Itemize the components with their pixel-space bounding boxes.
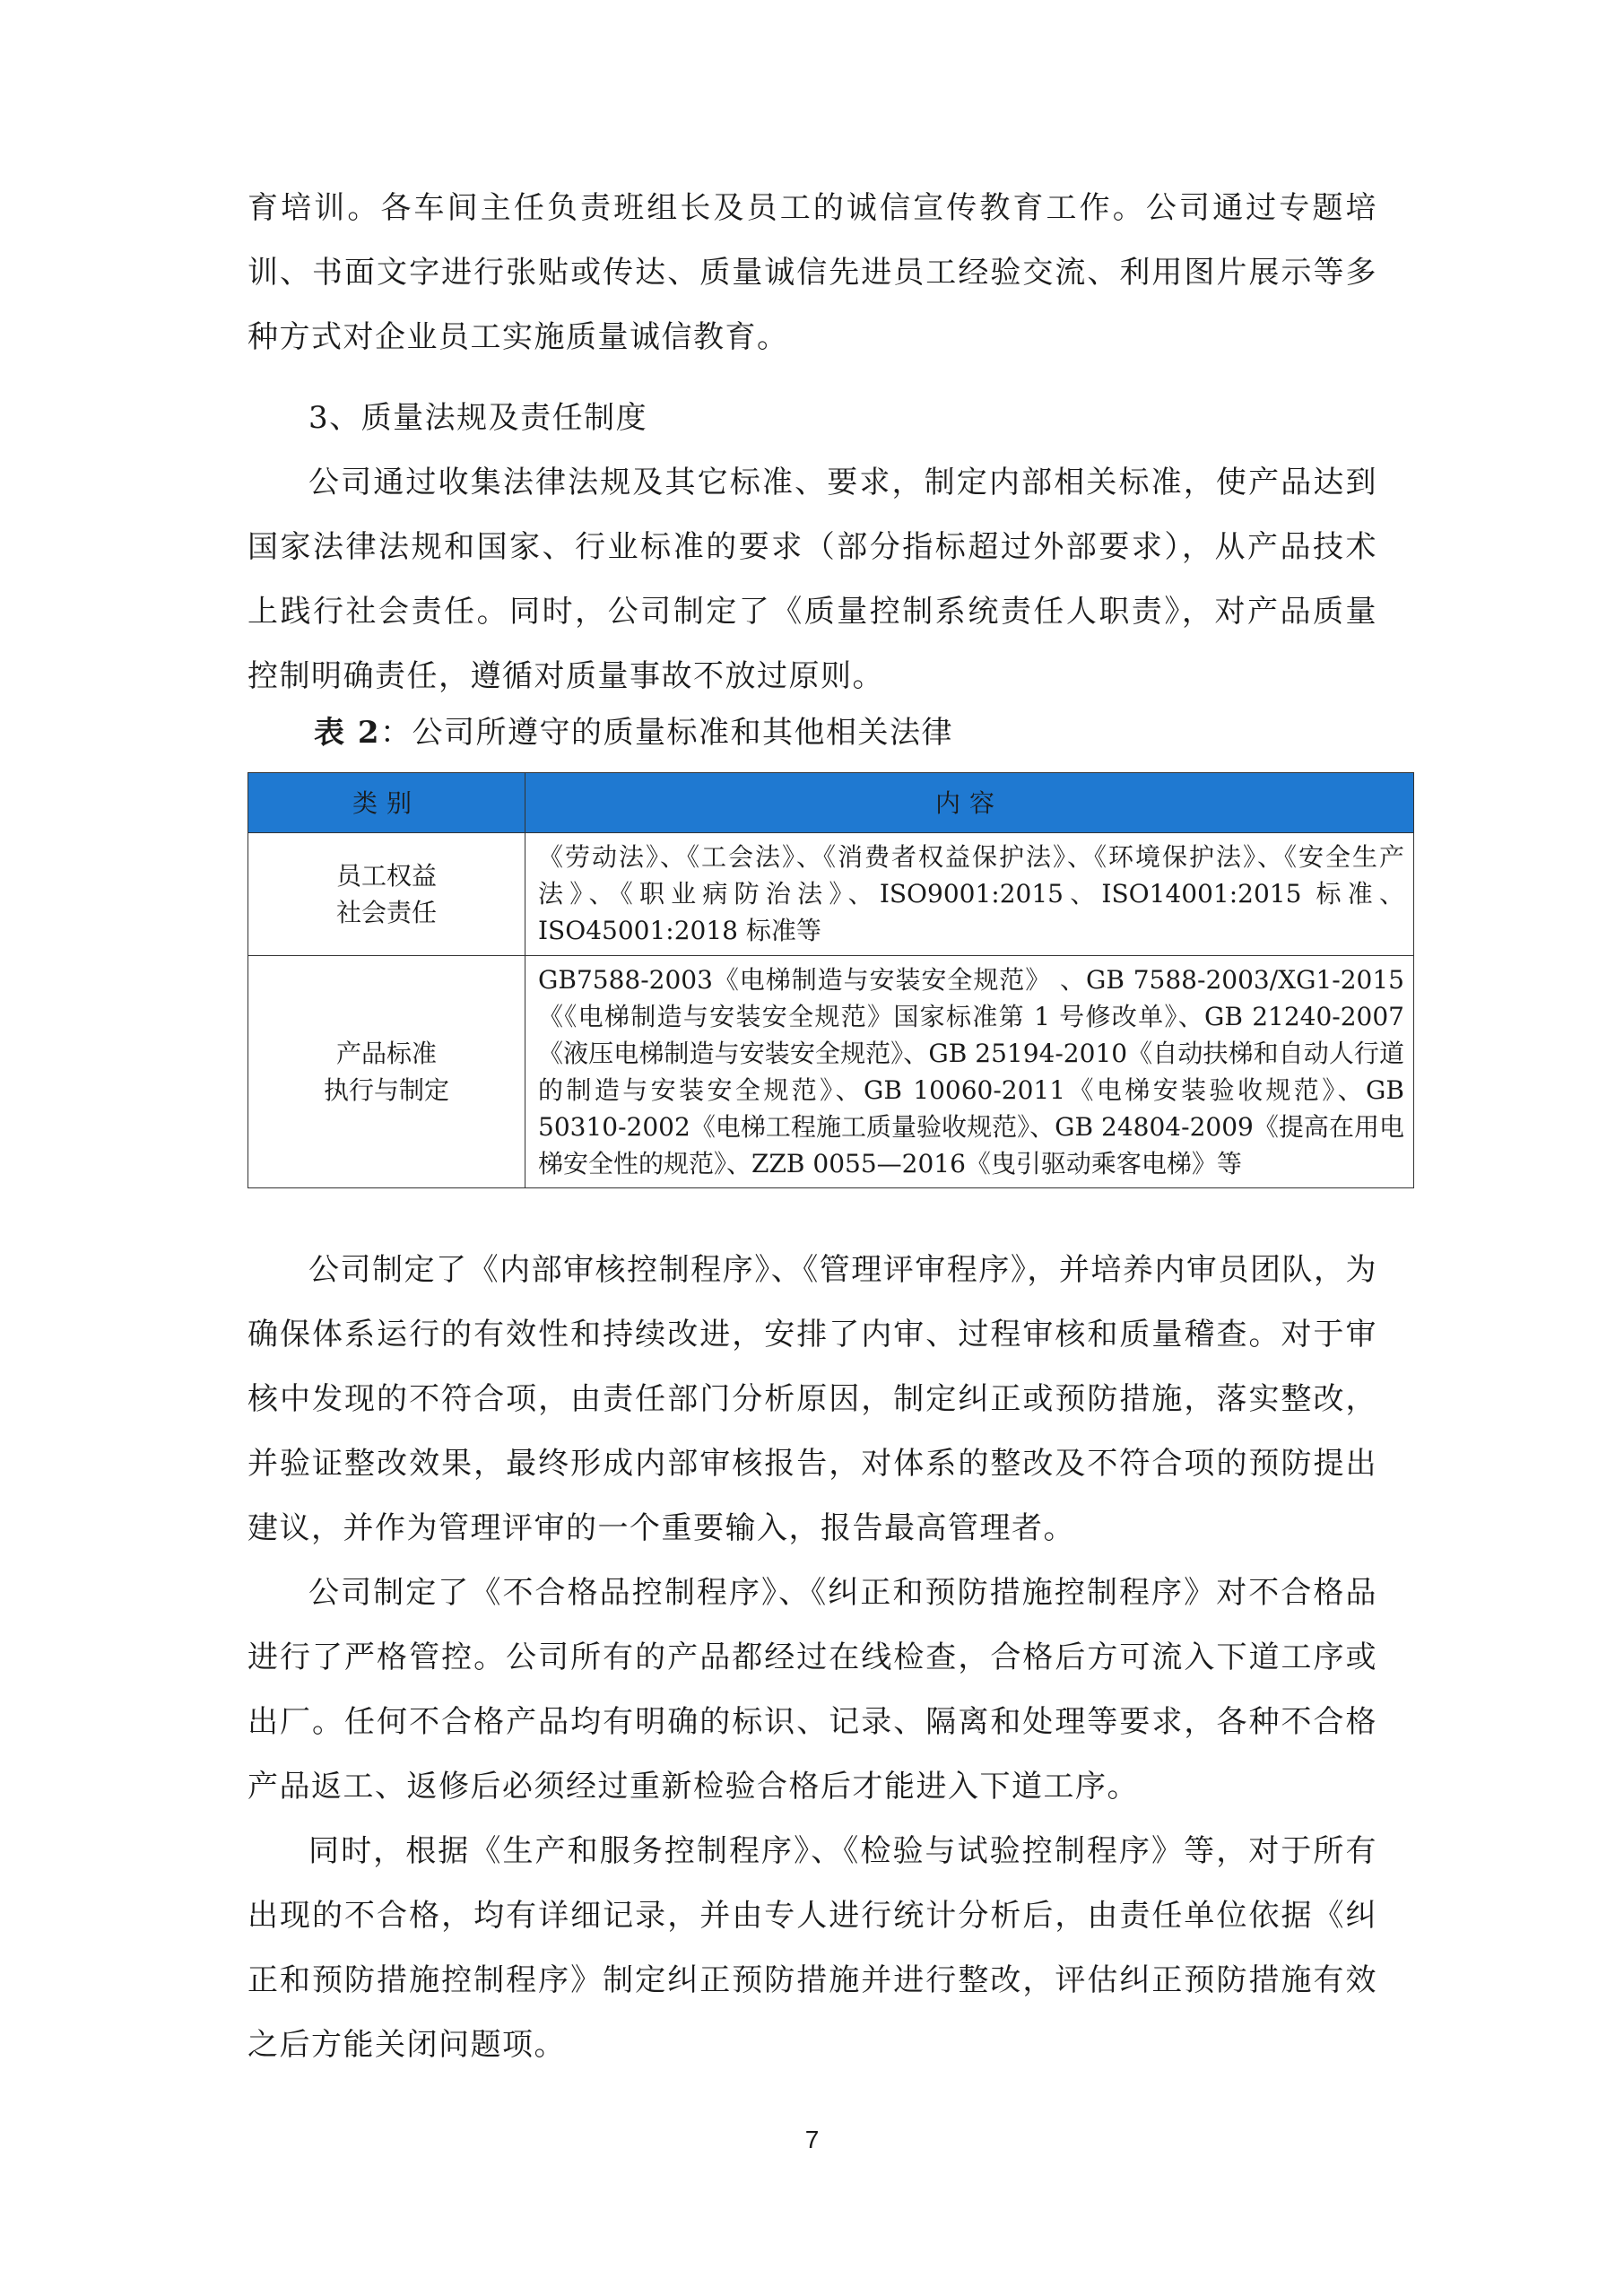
bottom-paragraphs-block <box>248 1238 1377 2077</box>
table-caption-label: 表 2 <box>314 715 380 751</box>
table-caption <box>314 709 953 757</box>
law-paragraph: 公司通过收集法律法规及其它标准、要求，制定内部相关标准，使产品达到国家法律法规和国家、行业标准的要求（部分指标超过外部要求），从产品技术上践行社会责任。同时，公司制定了《质量控制系统责任人职责》，对产品质量控制明确责任，遵循对质量事故不放过原则。 <box>248 465 1377 694</box>
nonconforming-paragraph: 公司制定了《不合格品控制程序》、《纠正和预防措施控制程序》对不合格品进行了严格管控。公司所有的产品都经过在线检查，合格后方可流入下道工序或出厂。任何不合格产品均有明确的标识、记录、隔离和处理等要求，各种不合格产品返工、返修后必须经过重新检验合格后才能进入下道工序。 <box>248 1575 1377 1805</box>
content-cell: 《劳动法》、《工会法》、《消费者权益保护法》、《环境保护法》、《安全生产法》、《职业病防治法》、ISO9001:2015、ISO14001:2015 标准、ISO45001:2018 标准等 <box>525 833 1414 956</box>
category-line: 社会责任 <box>335 898 437 927</box>
header-content: 内容 <box>525 773 1414 833</box>
content-cell: GB7588-2003《电梯制造与安装安全规范》 、GB 7588-2003/XG1-2015《《电梯制造与安装安全规范》国家标准第 1 号修改单》、GB 21240-2007《液压电梯制造与安装安全规范》、GB 25194-2010《自动扶梯和自动人行道的制造与安装安全规范》、GB 10060-2011《电梯安装验收规范》、GB 50310-2002《电梯工程施工质量验收规范》、GB 24804-2009《提高在用电梯安全性的规范》、ZZB 0055—2016《曳引驱动乘客电梯》等 <box>525 956 1414 1188</box>
standards-table <box>248 772 1414 1188</box>
category-line: 产品标准 <box>335 1039 437 1068</box>
table-header-row <box>248 773 1414 833</box>
table-row <box>248 956 1414 1188</box>
header-category: 类别 <box>248 773 525 833</box>
table-row <box>248 833 1414 956</box>
category-cell <box>248 833 525 956</box>
audit-paragraph: 公司制定了《内部审核控制程序》、《管理评审程序》，并培养内审员团队，为确保体系运行的有效性和持续改进，安排了内审、过程审核和质量稽查。对于审核中发现的不符合项，由责任部门分析原因，制定纠正或预防措施，落实整改，并验证整改效果，最终形成内部审核报告，对体系的整改及不符合项的预防提出建议，并作为管理评审的一个重要输入，报告最高管理者。 <box>248 1252 1377 1546</box>
page-number: 7 <box>804 2126 820 2153</box>
category-cell <box>248 956 525 1188</box>
category-line: 员工权益 <box>335 861 437 891</box>
table-caption-text: ：公司所遵守的质量标准和其他相关法律 <box>380 715 953 751</box>
category-line: 执行与制定 <box>323 1075 449 1105</box>
intro-paragraph: 育培训。各车间主任负责班组长及员工的诚信宣传教育工作。公司通过专题培训、书面文字进行张贴或传达、质量诚信先进员工经验交流、利用图片展示等多种方式对企业员工实施质量诚信教育。 <box>248 190 1377 355</box>
intro-paragraph-block <box>248 176 1377 370</box>
law-paragraph-block <box>248 450 1377 709</box>
corrective-paragraph: 同时，根据《生产和服务控制程序》、《检验与试验控制程序》等，对于所有出现的不合格，均有详细记录，并由专人进行统计分析后，由责任单位依据《纠正和预防措施控制程序》制定纠正预防措施并进行整改，评估纠正预防措施有效之后方能关闭问题项。 <box>248 1833 1377 2063</box>
section-heading: 3、质量法规及责任制度 <box>308 400 648 436</box>
